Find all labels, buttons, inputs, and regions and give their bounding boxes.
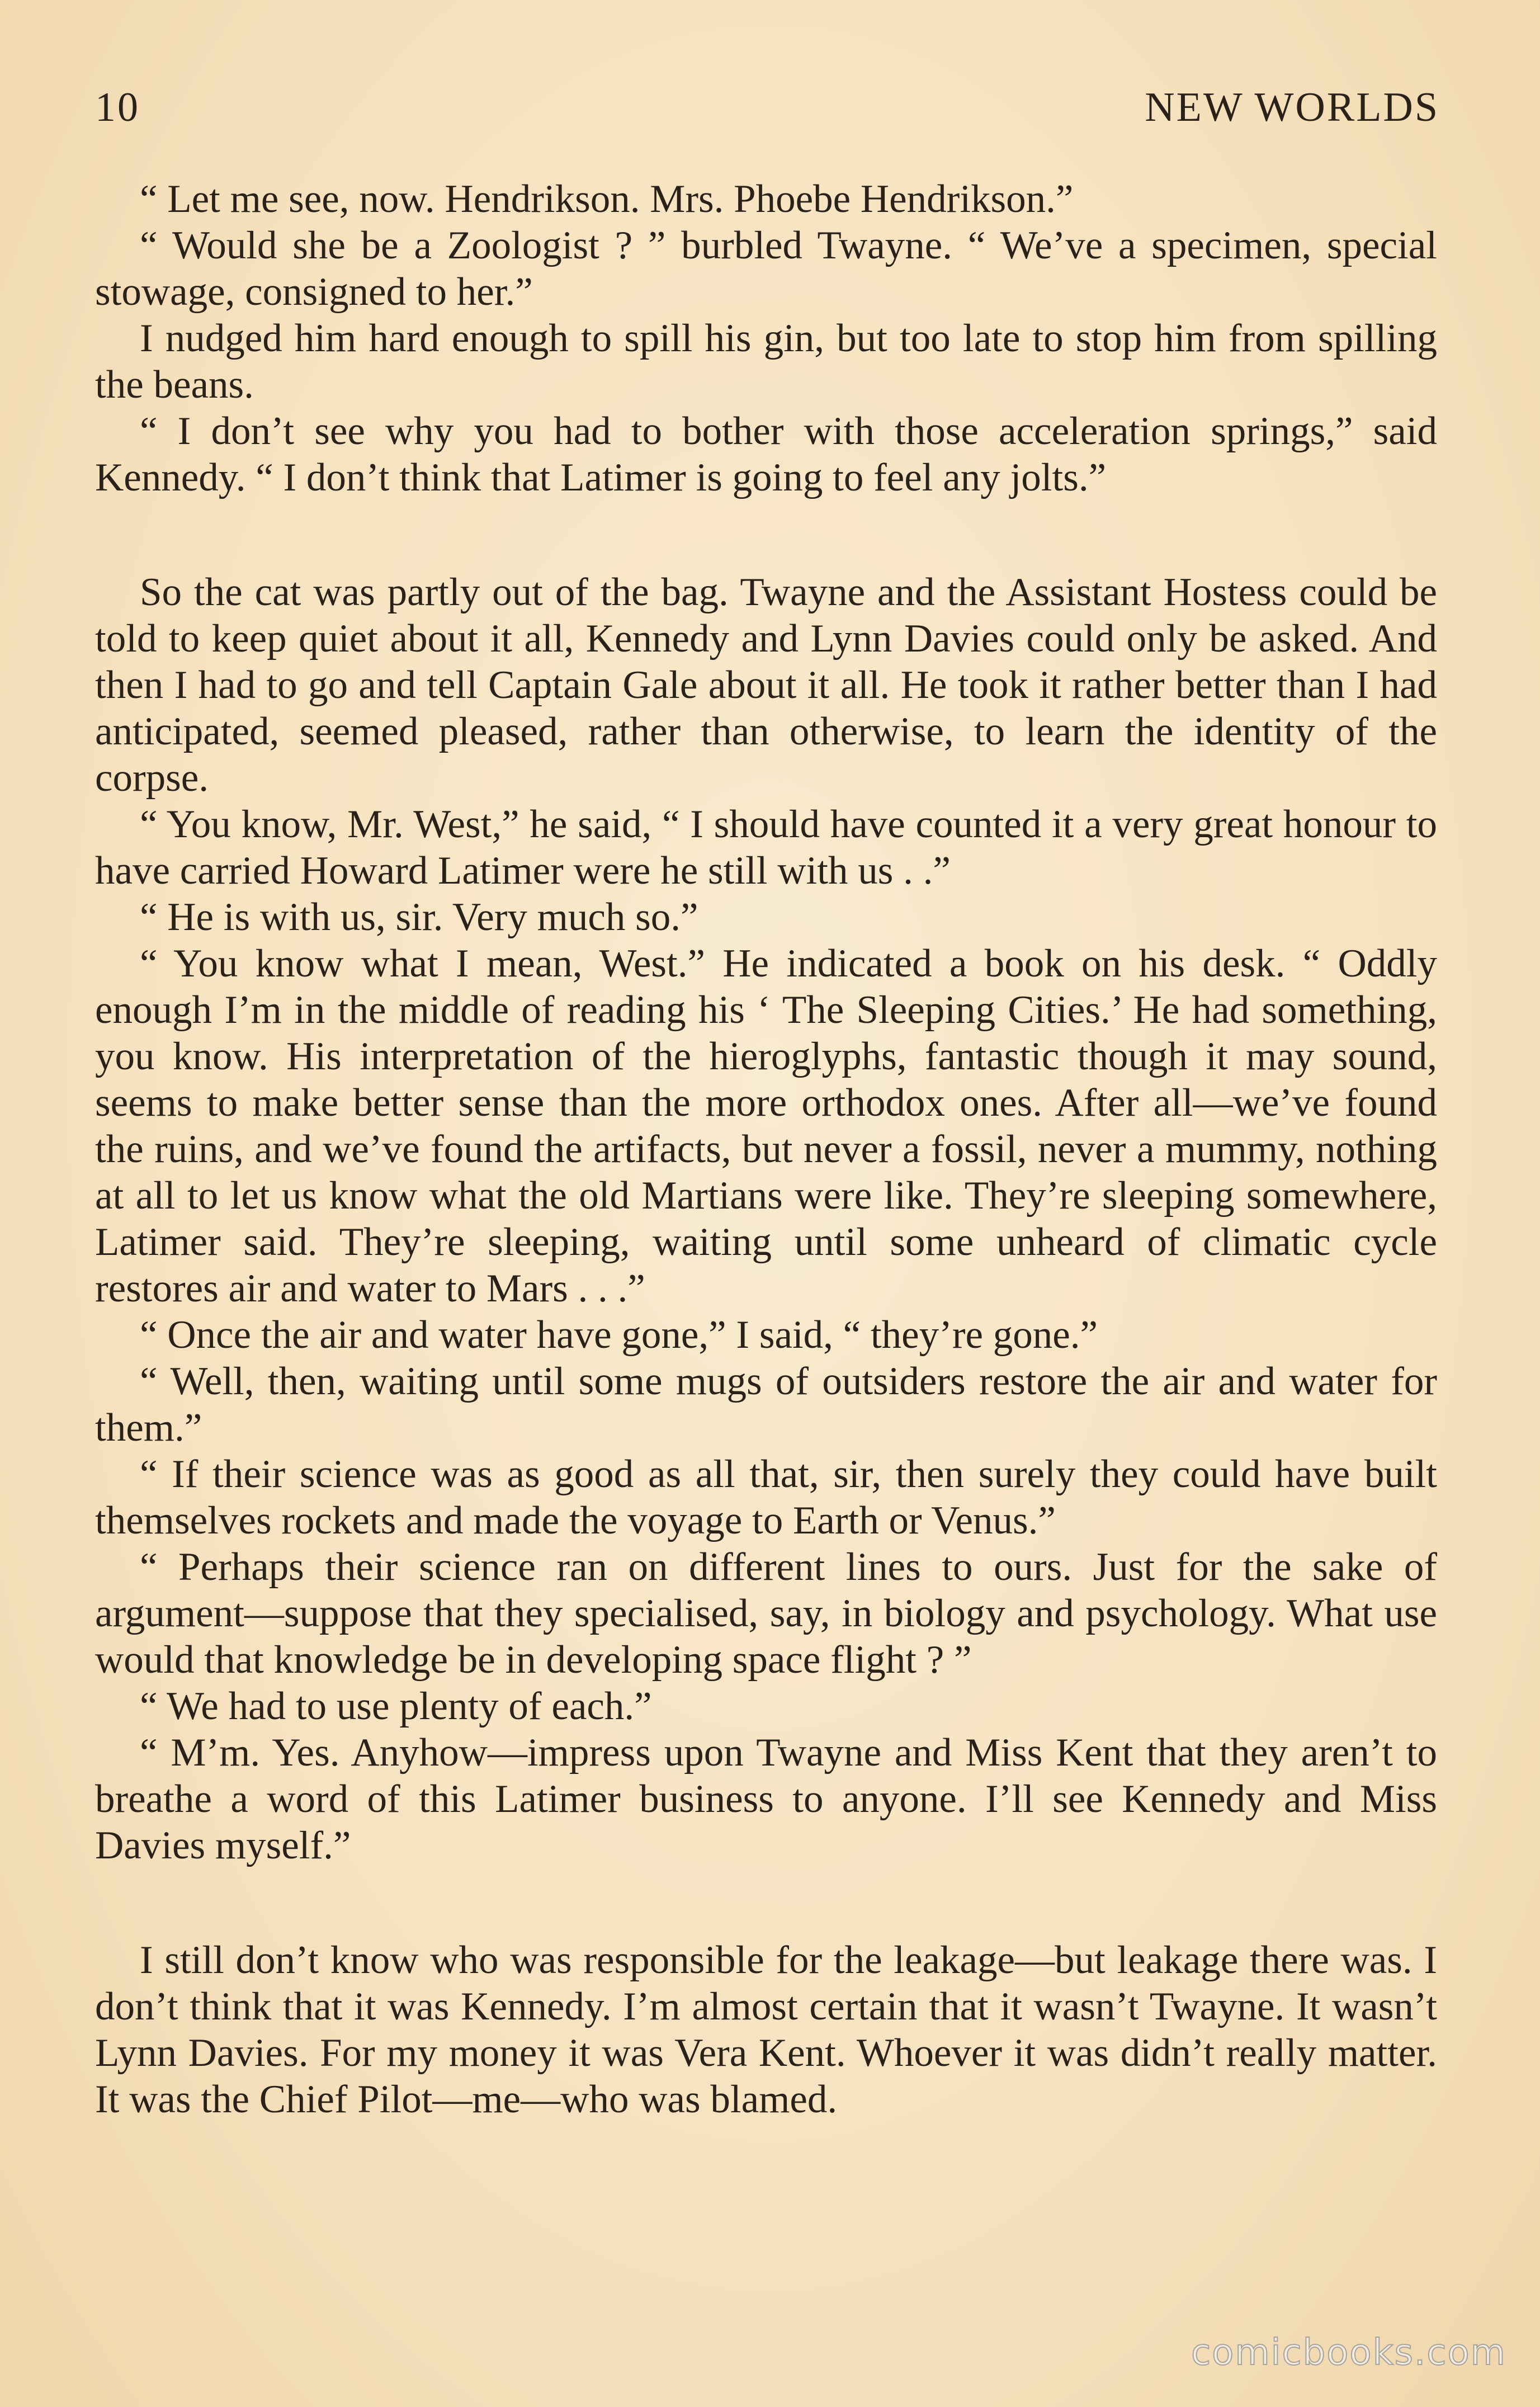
paragraph: So the cat was partly out of the bag. Twayne and the Assistant Hostess could be told to keep quiet about it all, Kennedy and Lynn Davies could only be asked. And then I had to go and tell Captain Gale about it all. He took it rather better than I had anticipated, seemed pleased, rather than otherwise, to learn the identity of the corpse. [95, 570, 1437, 800]
paragraph: “ Well, then, waiting until some mugs of outsiders restore the air and water for them.” [95, 1360, 1437, 1450]
paragraph: I still don’t know who was responsible for the leakage—but leakage there was. I don’t think that it was Kennedy. I’m almost certain that it wasn’t Twayne. It wasn’t Lynn Davies. For my money it was Vera Kent. Whoever it was didn’t really matter. It was the Chief Pilot—me—who was blamed. [95, 1938, 1437, 2121]
paragraph: “ Would she be a Zoologist ? ” burbled Twayne. “ We’ve a specimen, special stowage, consigned to her.” [95, 224, 1437, 314]
paragraph: “ You know, Mr. West,” he said, “ I should have counted it a very great honour to have carried Howard Latimer were he still with us . .” [95, 803, 1437, 893]
paragraph: “ We had to use plenty of each.” [140, 1684, 652, 1728]
page-number: 10 [95, 84, 140, 130]
paragraph: “ I don’t see why you had to bother with those acceleration springs,” said Kennedy. “ I don’t think that Latimer is going to feel any jolts.” [95, 409, 1437, 499]
paragraph: “ You know what I mean, West.” He indicated a book on his desk. “ Oddly enough I’m in the middle of reading his ‘ The Sleeping Cities.’ He had something, you know. His interpretation of the hieroglyphs, fantastic though it may sound, seems to make better sense than the more orthodox ones. After all—we’ve found the ruins, and we’ve found the artifacts, but never a fossil, never a mummy, nothing at all to let us know what the old Martians were like. They’re sleeping somewhere, Latimer said. They’re sleeping, waiting until some unheard of climatic cycle restores air and water to Mars . . .” [95, 942, 1437, 1310]
journal-title: NEW WORLDS [1145, 84, 1439, 130]
running-head [95, 84, 1439, 140]
paragraph: “ Once the air and water have gone,” I said, “ they’re gone.” [140, 1313, 1098, 1357]
paragraph: I nudged him hard enough to spill his gin, but too late to stop him from spilling the beans. [95, 317, 1437, 407]
paragraph: “ M’m. Yes. Anyhow—impress upon Twayne and Miss Kent that they aren’t to breathe a word of this Latimer business to anyone. I’ll see Kennedy and Miss Davies myself.” [95, 1731, 1437, 1867]
paragraph: “ He is with us, sir. Very much so.” [140, 895, 698, 939]
paragraph: “ If their science was as good as all that, sir, then surely they could have built themselves rockets and made the voyage to Earth or Venus.” [95, 1452, 1437, 1542]
paragraph: “ Perhaps their science ran on different lines to ours. Just for the sake of argument—suppose that they specialised, say, in biology and psychology. What use would that knowledge be in developing space flight ? ” [95, 1545, 1437, 1682]
paragraph: “ Let me see, now. Hendrikson. Mrs. Phoebe Hendrikson.” [140, 177, 1074, 221]
story-text [95, 176, 1437, 2123]
watermark: comicbooks.com [1191, 2332, 1506, 2373]
